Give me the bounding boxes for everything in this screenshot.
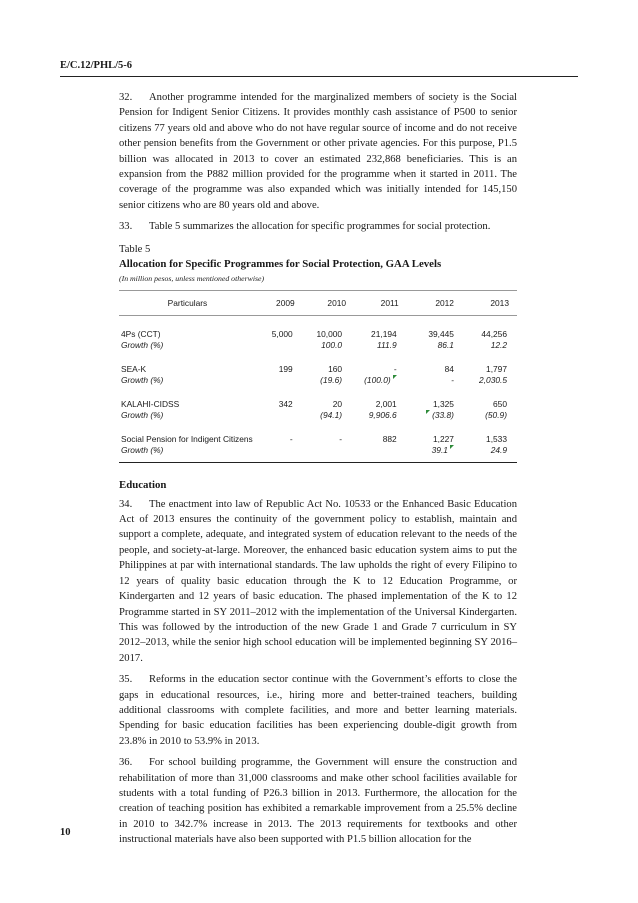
table-row-growth — [119, 445, 517, 456]
table-cell — [407, 445, 464, 456]
table-cell: - — [451, 374, 454, 385]
column-header-2011: 2011 — [352, 290, 407, 315]
table-cell — [256, 375, 303, 386]
table-cell — [256, 340, 303, 351]
table-cell: 199 — [278, 363, 293, 374]
paragraph-32 — [119, 90, 517, 213]
paragraph-36 — [119, 755, 517, 847]
table-spacer — [119, 351, 517, 364]
paragraph-number: 35. — [119, 674, 133, 686]
paragraph-text: Table 5 summarizes the allocation for specific programmes for social protection. — [149, 221, 491, 233]
table-cell: 160 — [328, 363, 343, 374]
paragraph-number: 32. — [119, 92, 133, 103]
table-cell: 342 — [278, 398, 293, 409]
table-cell: 1,325 — [432, 398, 454, 409]
table-cell-value: 39.1 — [431, 444, 448, 455]
page-number: 10 — [60, 827, 71, 838]
row-label: KALAHI-CIDSS — [121, 398, 180, 409]
table-cell-value: (33.8) — [432, 409, 454, 420]
table-cell — [256, 410, 303, 421]
table-cell: 44,256 — [481, 328, 507, 339]
table-cell: - — [393, 363, 397, 374]
header-rule — [60, 76, 578, 77]
table-row-growth — [119, 375, 517, 386]
column-header-particulars: Particulars — [119, 290, 256, 315]
paragraph-text: Reforms in the education sector continue with the Government’s efforts to close the gaps in educational resources, i.e., hiring more and better-trained teachers, building additional classrooms with complete facilities, and more and better learning materials. Spending for basic education facilities has been experiencing double-digit growth from 23.8% in 2010 to 53.9% in 2013. — [119, 674, 517, 747]
table-row-growth — [119, 340, 517, 351]
table-cell: 2,001 — [375, 398, 397, 409]
document-symbol: E/C.12/PHL/5-6 — [60, 60, 133, 71]
table-cell: 86.1 — [437, 339, 454, 350]
paragraph-text: For school building programme, the Government will ensure the construction and rehabilitation of more than 31,000 classrooms and make other school facilities available for students with a total funding of P26.3 billion in 2013. Furthermore, the allocation for the creation of teaching position has exhibited a remarkable improvement from a 25.5% decline in 2010 to 342.7% increase in 2013. The 2013 requirements for textbooks and other instructional materials have also been supported with P1.5 billion allocation for the — [119, 757, 517, 846]
paragraph-33 — [119, 219, 517, 234]
paragraph-34 — [119, 497, 517, 666]
row-label: SEA-K — [121, 363, 147, 374]
table-cell — [256, 445, 303, 456]
table-cell: 9,906.6 — [368, 409, 397, 420]
table-caption: Table 5 — [119, 243, 151, 255]
table-cell: 111.9 — [376, 339, 397, 350]
table-cell: 10,000 — [316, 328, 343, 339]
table-cell: 2,030.5 — [479, 374, 507, 385]
table-row-growth — [119, 410, 517, 421]
table-cell: - — [339, 433, 343, 444]
table-cell: 21,194 — [371, 328, 397, 339]
table-cell: (19.6) — [320, 374, 343, 385]
table-cell: 5,000 — [271, 328, 293, 339]
allocation-table — [119, 290, 517, 456]
table-note: (In million pesos, unless mentioned otherwise) — [119, 273, 265, 283]
table-cell: 882 — [382, 433, 397, 444]
table-spacer — [119, 421, 517, 434]
paragraph-number: 34. — [119, 498, 133, 510]
paragraph-number: 33. — [119, 221, 133, 233]
table-cell — [407, 410, 464, 421]
table-cell: 24.9 — [490, 444, 507, 455]
row-label: Growth (%) — [121, 409, 164, 420]
table-cell: 1,797 — [486, 363, 507, 374]
table-cell: 12.2 — [490, 339, 507, 350]
table-cell: 650 — [493, 398, 507, 409]
paragraph-text: Another programme intended for the marginalized members of society is the Social Pension for Indigent Senior Citizens. It provides monthly cash assistance of P500 to senior citizens 77 years old and above who do not have regular source of income and do not receive other pension benefits from the Government or other private agencies. For this purpose, P1.5 billion was allocated in 2013 to cover an estimated 232,868 beneficiaries. This is an expansion from the P882 million provided for the programme when it started in 2011. The coverage of the programme was also expanded which was initially intended for 145,150 senior citizens who are 80 years old and above. — [119, 92, 517, 211]
table-cell: 1,227 — [432, 433, 454, 444]
table-cell: - — [289, 433, 293, 444]
table-cell — [303, 445, 352, 456]
table-spacer — [119, 386, 517, 399]
paragraph-number: 36. — [119, 757, 133, 769]
comment-marker-icon — [450, 445, 454, 449]
table-cell: 20 — [332, 398, 343, 409]
table-cell: 39,445 — [428, 328, 454, 339]
column-header-2009: 2009 — [256, 290, 303, 315]
table-header-row — [119, 290, 517, 315]
table-row — [119, 399, 517, 410]
table-cell: 100.0 — [321, 339, 343, 350]
column-header-2010: 2010 — [303, 290, 352, 315]
row-label: Growth (%) — [121, 339, 164, 350]
table-title: Allocation for Specific Programmes for Social Protection, GAA Levels — [119, 257, 442, 270]
table-cell: 84 — [444, 363, 454, 374]
row-label: 4Ps (CCT) — [121, 328, 161, 339]
column-header-2013: 2013 — [464, 290, 517, 315]
table-end-rule — [119, 462, 517, 463]
column-header-2012: 2012 — [407, 290, 464, 315]
paragraph-text: The enactment into law of Republic Act No. 10533 or the Enhanced Basic Education Act of 2013 ensures the continuity of the government policy to establish, maintain and support a complete, adequate, and integrated system of education relevant to the needs of the people, and society-at-large. Moreover, the enhanced basic education system aims to put the Philippines at par with international standards. The law upholds the right of every Filipino to 12 years of quality basic education through the K to 12 Education Programme, or Kindergarten and 12 years of basic education. The phased implementation of the K to 12 Programme started in SY 2011–2012 with the implementation of the Universal Kindergarten. This was followed by the introduction of the new Grade 1 and Grade 7 curriculum in SY 2012–2013, while the senior high school education will be implemented beginning SY 2016–2017. — [119, 498, 517, 664]
page-content — [119, 90, 517, 854]
table-cell — [352, 445, 407, 456]
table-spacer — [119, 315, 517, 329]
row-label: Social Pension for Indigent Citizens — [121, 433, 253, 444]
table-cell — [352, 375, 407, 386]
table-cell: (94.1) — [320, 409, 343, 420]
comment-marker-icon — [426, 410, 430, 414]
table-cell: (50.9) — [485, 409, 507, 420]
table-cell-value: (100.0) — [364, 374, 391, 385]
section-heading: Education — [119, 478, 167, 491]
comment-marker-icon — [393, 375, 397, 379]
row-label: Growth (%) — [121, 374, 164, 385]
row-label: Growth (%) — [121, 444, 164, 455]
table-row — [119, 364, 517, 375]
paragraph-35 — [119, 672, 517, 749]
table-row — [119, 434, 517, 445]
table-cell: 1,533 — [486, 433, 507, 444]
table-row — [119, 329, 517, 340]
